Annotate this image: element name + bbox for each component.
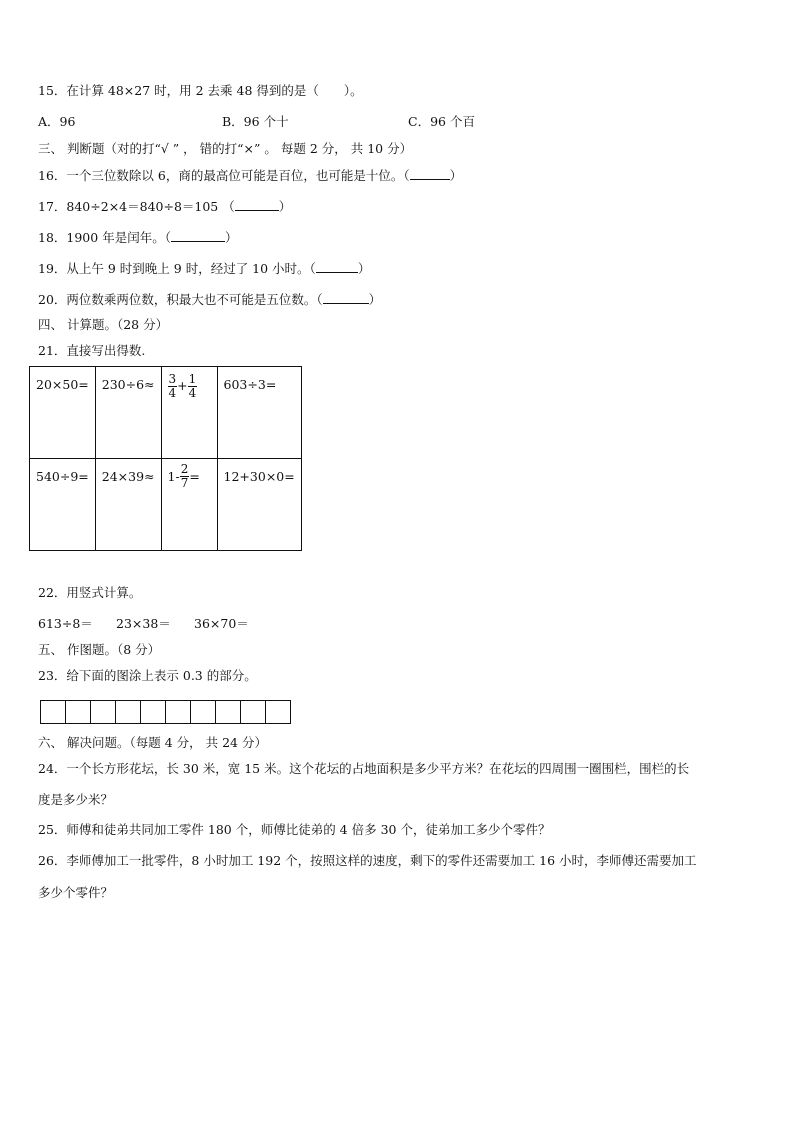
question-26-line-1: 26．李师傅加工一批零件，8 小时加工 192 个，按照这样的速度，剩下的零件还需要加工 16 小时，李师傅还需要加工: [38, 853, 697, 868]
prefix: 1-: [167, 469, 180, 484]
fraction: [168, 373, 178, 400]
numerator: 1: [188, 372, 197, 386]
calc-cell-fraction: [161, 459, 217, 551]
answer-blank[interactable]: [171, 229, 225, 242]
grid-cell[interactable]: [216, 701, 241, 723]
q15-option-b: B．96 个十: [222, 114, 289, 129]
calc-cell: 12+30×0=: [217, 459, 301, 551]
table-row: [30, 459, 302, 551]
question-18: [38, 229, 237, 246]
suffix: =: [189, 469, 200, 484]
question-23: 23．给下面的图涂上表示 0.3 的部分。: [38, 668, 257, 683]
fraction: [180, 463, 190, 490]
question-19-text: 19．从上午 9 时到晚上 9 时，经过了 10 小时。（: [38, 261, 316, 276]
question-25: 25．师傅和徒弟共同加工零件 180 个，师傅比徒弟的 4 倍多 30 个，徒弟加工多少个零件？: [38, 822, 551, 837]
q22-item: 23×38＝: [116, 616, 171, 631]
question-20: [38, 291, 381, 308]
question-21: 21．直接写出得数.: [38, 343, 146, 358]
question-26-line-2: 多少个零件？: [38, 885, 114, 900]
question-16: [38, 167, 462, 184]
question-16-end: ）: [449, 168, 463, 183]
question-24-line-2: 度是多少米？: [38, 792, 114, 807]
calc-cell-fraction: [161, 367, 217, 459]
grid-cell[interactable]: [41, 701, 66, 723]
section-5-heading: 五、 作图题。（8 分）: [38, 642, 161, 657]
calc-cell: 20×50=: [30, 367, 96, 459]
q15-option-c: C．96 个百: [408, 114, 475, 129]
fraction: [188, 373, 198, 400]
answer-blank[interactable]: [316, 260, 358, 273]
question-16-text: 16．一个三位数除以 6，商的最高位可能是百位，也可能是十位。（: [38, 168, 410, 183]
denominator: 4: [188, 386, 197, 400]
grid-cell[interactable]: [266, 701, 290, 723]
grid-cell[interactable]: [191, 701, 216, 723]
shading-grid: [40, 700, 291, 724]
numerator: 2: [180, 462, 189, 476]
calc-cell: 24×39≈: [95, 459, 161, 551]
question-17-text: 17．840÷2×4＝840÷8＝105 （: [38, 199, 235, 214]
question-17-end: ）: [278, 199, 292, 214]
calc-cell: 540÷9=: [30, 459, 96, 551]
question-18-text: 18．1900 年是闰年。（: [38, 230, 171, 245]
question-19: [38, 260, 370, 277]
section-6-heading: 六、 解决问题。（每题 4 分， 共 24 分）: [38, 735, 267, 750]
denominator: 7: [180, 476, 189, 490]
question-22: 22．用竖式计算。: [38, 585, 142, 600]
grid-cell[interactable]: [66, 701, 91, 723]
q22-item: 36×70＝: [194, 616, 249, 631]
question-17: [38, 198, 291, 215]
section-3-heading: 三、 判断题（对的打“√ ” ， 错的打“×” 。 每题 2 分， 共 10 分）: [38, 141, 413, 156]
answer-blank[interactable]: [235, 198, 279, 211]
grid-cell[interactable]: [241, 701, 266, 723]
grid-cell[interactable]: [141, 701, 166, 723]
operator: +: [177, 378, 188, 393]
question-18-end: ）: [224, 230, 238, 245]
grid-cell[interactable]: [91, 701, 116, 723]
question-19-end: ）: [357, 261, 371, 276]
question-20-text: 20．两位数乘两位数，积最大也不可能是五位数。（: [38, 292, 323, 307]
section-4-heading: 四、 计算题。（28 分）: [38, 317, 169, 332]
grid-cell[interactable]: [116, 701, 141, 723]
q15-option-a: A．96: [38, 114, 76, 129]
answer-blank[interactable]: [410, 167, 450, 180]
calc-cell: 230÷6≈: [95, 367, 161, 459]
q22-item: 613÷8＝: [38, 616, 93, 631]
table-row: [30, 367, 302, 459]
grid-cell[interactable]: [166, 701, 191, 723]
question-24-line-1: 24．一个长方形花坛，长 30 米，宽 15 米。这个花坛的占地面积是多少平方米？在花坛的四周围一圈围栏，围栏的长: [38, 761, 690, 776]
answer-blank[interactable]: [323, 291, 369, 304]
calc-cell: 603÷3=: [217, 367, 301, 459]
calc-table: [29, 366, 302, 551]
question-20-end: ）: [368, 292, 382, 307]
numerator: 3: [168, 372, 177, 386]
question-15: 15．在计算 48×27 时，用 2 去乘 48 得到的是（ ）。: [38, 83, 363, 98]
denominator: 4: [168, 386, 177, 400]
